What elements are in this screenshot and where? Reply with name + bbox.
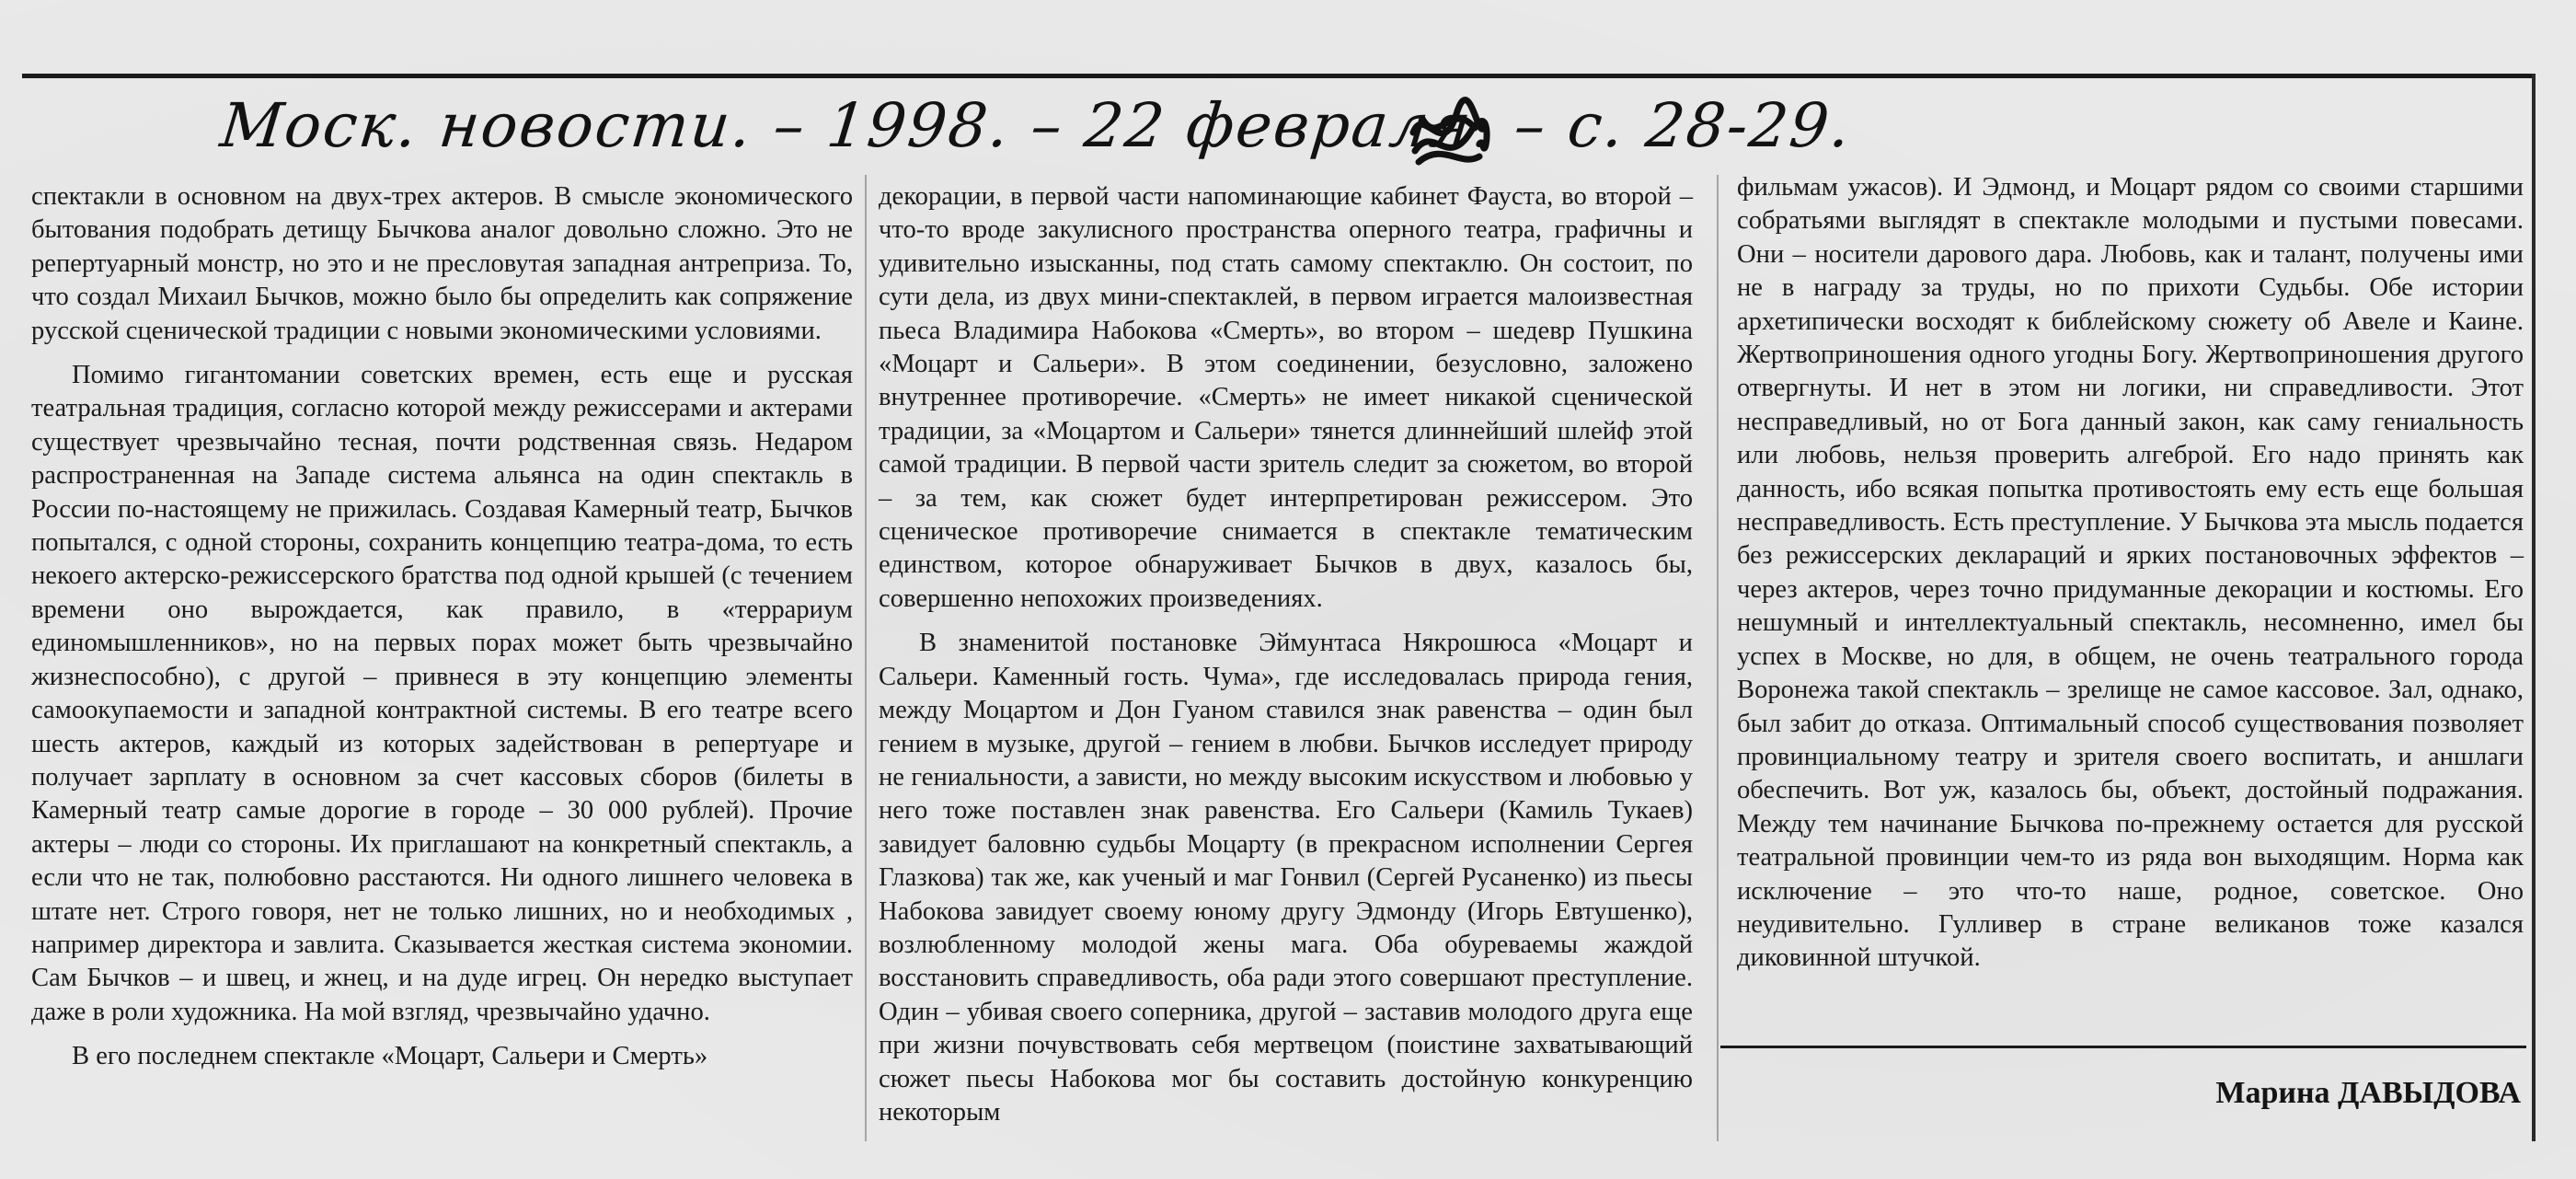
paragraph: спектакли в основном на двух-трех актеров. В смысле экономического бытования подобрать детищу Бычкова аналог довольно сложно. Это не репертуарный монстр, но это и не пресловутая западная антреприза. То, что создал Михаил Бычков, можно было бы определить как сопряжение русской сценической традиции с новыми экономическими условиями. [31,182,853,345]
column-divider [1717,175,1719,1141]
article-column-2 [879,180,1693,1129]
paragraph: В его последнем спектакле «Моцарт, Сальери и Смерть» [72,1042,708,1071]
right-rule [2532,74,2536,1141]
paragraph: Помимо гигантомании советских времен, есть еще и русская театральная традиция, согласно которой между режиссерами и актерами существует чрезвычайно тесная, почти родственная связь. Недаром распространенная на Западе система альянса на один спектакль в России по-настоящему не прижилась. Создавая Камерный театр, Бычков попытался, с одной стороны, сохранить концепцию театра-дома, то есть некоего актерско-режиссерского братства под одной крышей (с течением времени оно вырождается, как правило, в «террариум единомышленников», но на первых порах может быть чрезвычайно жизнеспособно), с другой – привнеся в эту концепцию элементы самоокупаемости и западной контрактной системы. В его театре всего шесть актеров, каждый из которых задействован в репертуаре и получает зарплату в основном за счет кассовых сборов (билеты в Камерный театр самые дорогие в городе – 30 000 рублей). Прочие актеры – люди со стороны. Их приглашают на конкретный спектакль, а если что не так, полюбовно расстаются. Ни одного лишнего человека в штате нет. Строго говоря, нет не только лишних, но и необходимых , например директора и завлита. Сказывается жесткая система экономии. Сам Бычков – и швец, и жнец, и на дуде игрец. Он нередко выступает даже в роли художника. На мой взгляд, чрезвычайно удачно. [31,361,853,1026]
article-column-1 [31,180,853,1074]
author-byline: Марина ДАВЫДОВА [2215,1076,2521,1110]
signature-rule [1720,1046,2526,1048]
top-rule [22,74,2534,78]
handwritten-source-note: Моск. новости. – 1998. – 22 февраля. – с. 28-29. [217,90,1856,161]
column-divider [865,175,867,1141]
ink-scribble [1406,96,1490,175]
article-column-3 [1737,171,2524,976]
paragraph: фильмам ужасов). И Эдмонд, и Моцарт рядом со своими старшими собратьями выглядят в спектакле молодыми и пустыми повесами. Они – носители дарового дара. Любовь, как и талант, получены ими не в награду за труды, но по прихоти Судьбы. Обе истории архетипически восходят к библейскому сюжету об Авеле и Каине. Жертвоприношения одного угодны Богу. Жертвоприношения другого отвергнуты. И нет в этом ни логики, ни справедливости. Этот несправедливый, но от Бога данный закон, как саму гениальность или любовь, нельзя проверить алгеброй. Его надо принять как данность, ибо всякая попытка противостоять ему есть еще большая несправедливость. Есть преступление. У Бычкова эта мысль подается без режиссерских деклараций и ярких постановочных эффектов – через актеров, через точно придуманные декорации и костюмы. Его нешумный и интеллектуальный спектакль, несомненно, имел бы успех в Москве, но для, в общем, не очень театрального города Воронежа такой спектакль – зрелище не самое кассовое. Зал, однако, был забит до отказа. Оптимальный способ существования позволяет провинциальному театру и зрителя своего воспитать, и аншлаги обеспечить. Вот уж, казалось бы, объект, достойный подражания. Между тем начинание Бычкова по-прежнему остается для русской театральной провинции чем-то из ряда вон выходящим. Норма как исключение – это что-то наше, родное, советское. Оно неудивительно. Гулливер в стране великанов тоже казался диковинной штучкой. [1737,173,2524,973]
paragraph: декорации, в первой части напоминающие кабинет Фауста, во второй – что-то вроде закулисного пространства оперного театра, графичны и удивительно изысканны, под стать самому спектаклю. Он состоит, по сути дела, из двух мини-спектаклей, в первом играется малоизвестная пьеса Владимира Набокова «Смерть», во втором – шедевр Пушкина «Моцарт и Сальери». В этом соединении, безусловно, заложено внутреннее противоречие. «Смерть» не имеет никакой сценической традиции, за «Моцартом и Сальери» тянется длиннейший шлейф этой самой традиции. В первой части зритель следит за сюжетом, во второй – за тем, как сюжет будет интерпретирован режиссером. Это сценическое противоречие снимается в спектакле тематическим единством, которое обнаруживает Бычков в двух, казалось бы, совершенно непохожих произведениях. [879,182,1693,613]
paragraph: В знаменитой постановке Эймунтаса Някрошюса «Моцарт и Сальери. Каменный гость. Чума», где исследовалась природа гения, между Моцартом и Дон Гуаном ставился знак равенства – один был гением в музыке, другой – гением в любви. Бычков исследует природу не гениальности, а зависти, но между высоким искусством и любовью у него тоже поставлен знак равенства. Его Сальери (Камиль Тукаев) завидует баловню судьбы Моцарту (в прекрасном исполнении Сергея Глазкова) так же, как ученый и маг Гонвил (Сергей Русаненко) из пьесы Набокова завидует своему юному другу Эдмонду (Игорь Евтушенко), возлюбленному молодой жены мага. Оба обуреваемы жаждой восстановить справедливость, оба ради этого совершают преступление. Один – убивая своего соперника, другой – заставив молодого друга еще при жизни почувствовать себя мертвецом (поистине захватывающий сюжет пьесы Набокова мог бы составить достойную конкуренцию некоторым [879,629,1693,1127]
